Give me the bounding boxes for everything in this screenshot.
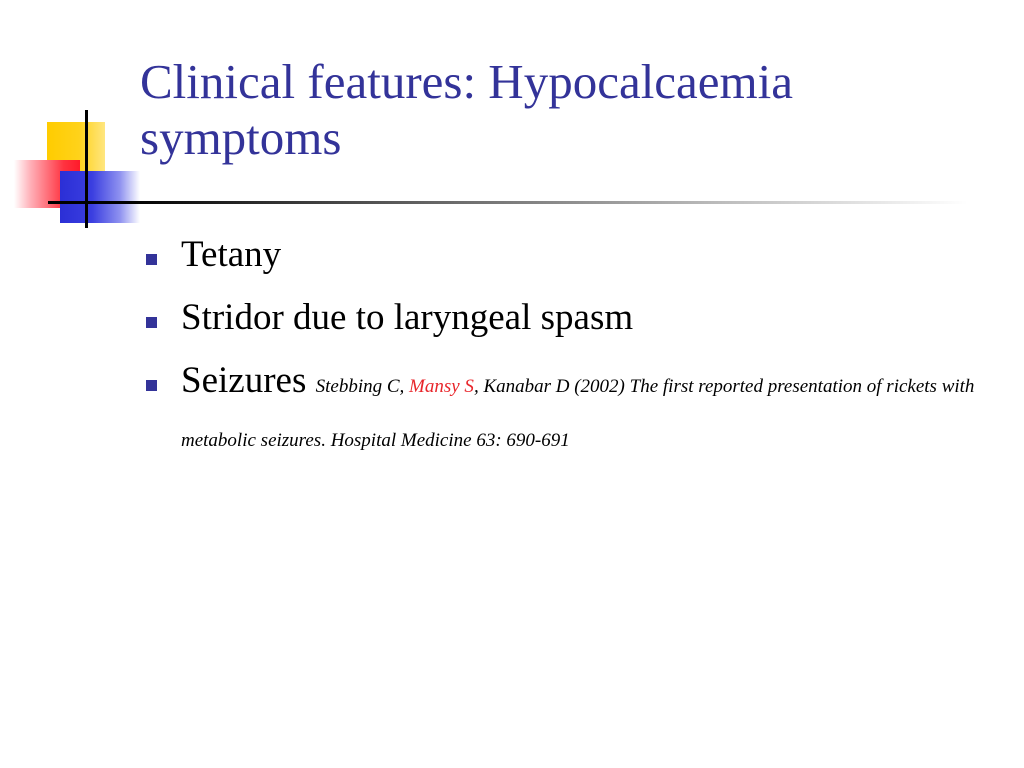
bullet-item-stridor bbox=[146, 297, 996, 339]
bullet-text: Stridor due to laryngeal spasm bbox=[181, 297, 634, 338]
square-bullet-icon bbox=[146, 317, 157, 328]
bullet-list bbox=[146, 234, 996, 489]
bullet-text: Seizures bbox=[181, 360, 307, 401]
bullet-text: Tetany bbox=[181, 234, 282, 275]
citation-highlighted-author: Mansy S bbox=[409, 376, 474, 397]
slide-title: Clinical features: Hypocalcaemia symptoms bbox=[140, 54, 794, 165]
blue-square-decoration bbox=[60, 171, 140, 223]
bullet-item-seizures bbox=[146, 360, 996, 468]
bullet-item-tetany bbox=[146, 234, 996, 276]
square-bullet-icon bbox=[146, 380, 157, 391]
citation-authors-before: Stebbing C, bbox=[315, 376, 410, 397]
title-underline-fade bbox=[128, 201, 968, 204]
square-bullet-icon bbox=[146, 254, 157, 265]
citation-rest: , Kanabar D (2002) The first reported presentation of rickets with metabolic seizures. Hospital Medicine 63: 690-691 bbox=[181, 376, 975, 451]
vertical-divider-line bbox=[85, 110, 88, 228]
title-underline-dark bbox=[48, 201, 128, 204]
